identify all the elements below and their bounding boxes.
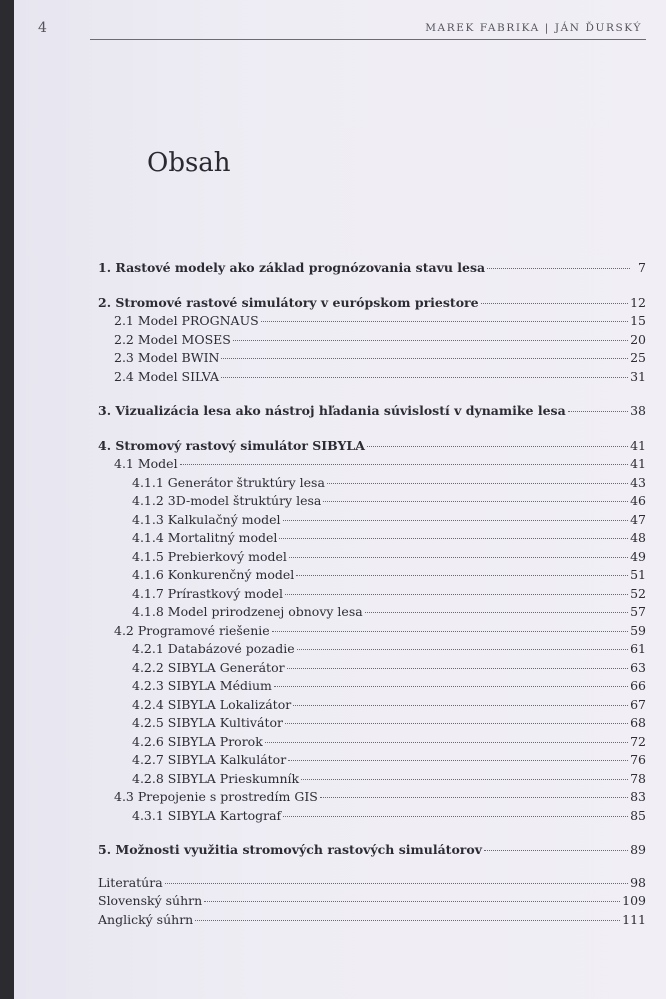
toc-entry-label: 4.2.3 SIBYLA Médium: [132, 678, 272, 693]
toc-dot-leader: [365, 612, 628, 613]
toc-page-number: 15: [630, 313, 646, 328]
toc-entry-label: 4.1 Model: [114, 456, 178, 471]
toc-entry: [98, 332, 646, 351]
toc-entry: [98, 475, 646, 494]
toc-entry-label: 1. Rastové modely ako základ prognózovania stavu lesa: [98, 260, 486, 275]
toc-entry: [98, 912, 646, 931]
toc-entry: [98, 660, 646, 679]
toc-chapter: [98, 295, 646, 314]
toc-dot-leader: [272, 631, 628, 632]
toc-dot-leader: [568, 411, 628, 412]
toc-dot-leader: [296, 575, 628, 576]
toc-entry-label: 4.2.4 SIBYLA Lokalizátor: [132, 696, 292, 712]
toc-page-number: 51: [630, 567, 646, 582]
toc-dot-leader: [288, 760, 628, 761]
toc-entry: [98, 771, 646, 790]
page-title: Obsah: [147, 148, 231, 178]
header-rule: [90, 39, 646, 40]
toc-entry-label: 4.2.1 Databázové pozadie: [132, 641, 295, 656]
toc-entry-label: 4.1.7 Prírastkový model: [132, 585, 284, 601]
toc-page-number: 68: [630, 715, 646, 730]
toc-entry: [98, 789, 646, 808]
toc-page-number: 67: [630, 696, 646, 712]
toc-page-number: 12: [630, 294, 646, 310]
toc-dot-leader: [320, 797, 628, 798]
toc-entry-label: 4.2.5 SIBYLA Kultivátor: [132, 715, 283, 730]
toc-page-number: 111: [622, 911, 646, 927]
toc-dot-leader: [289, 557, 628, 558]
toc-entry-label: 3. Vizualizácia lesa ako nástroj hľadania súvislostí v dynamike lesa: [98, 403, 566, 418]
toc-dot-leader: [180, 464, 629, 465]
toc-dot-leader: [481, 303, 629, 304]
toc-dot-leader: [261, 321, 628, 322]
toc-entry: [98, 586, 646, 605]
toc-entry-label: 4.1.3 Kalkulačný model: [132, 511, 281, 527]
toc-dot-leader: [283, 816, 628, 817]
toc-entry-label: 2.3 Model BWIN: [114, 350, 220, 365]
toc-entry: [98, 567, 646, 586]
toc-entry: [98, 697, 646, 716]
toc-page-number: 72: [630, 733, 646, 749]
toc-page-number: 47: [630, 511, 646, 527]
toc-page-number: 7: [638, 260, 646, 275]
toc-dot-leader: [293, 705, 628, 706]
toc-entry-label: 4.2.6 SIBYLA Prorok: [132, 733, 263, 749]
toc-entry: [98, 530, 646, 549]
toc-page-number: 57: [630, 604, 646, 619]
toc-page-number: 48: [630, 530, 646, 545]
toc-entry: [98, 549, 646, 568]
toc-entry: [98, 808, 646, 827]
toc-entry-label: 4.1.8 Model prirodzenej obnovy lesa: [132, 604, 363, 619]
toc-entry-label: 2.4 Model SILVA: [114, 368, 220, 384]
toc-entry: [98, 893, 646, 912]
toc-dot-leader: [195, 920, 620, 921]
toc-entry-label: Anglický súhrn: [98, 911, 194, 927]
toc-dot-leader: [221, 377, 628, 378]
toc-dot-leader: [165, 883, 628, 884]
toc-entry: [98, 752, 646, 771]
toc-dot-leader: [283, 520, 629, 521]
toc-dot-leader: [301, 779, 628, 780]
toc-chapter: [98, 438, 646, 457]
toc-entry-label: 4. Stromový rastový simulátor SIBYLA: [98, 437, 365, 453]
toc-page-number: 41: [630, 456, 646, 471]
toc-page-number: 83: [630, 789, 646, 804]
toc-page-number: 66: [630, 678, 646, 693]
toc-entry-label: 4.2.7 SIBYLA Kalkulátor: [132, 752, 287, 767]
table-of-contents: [98, 260, 646, 930]
toc-entry-label: 4.1.1 Generátor štruktúry lesa: [132, 474, 325, 490]
toc-page-number: 98: [630, 874, 646, 890]
toc-entry: [98, 604, 646, 623]
toc-entry-label: 4.1.5 Prebierkový model: [132, 548, 287, 564]
toc-page-number: 20: [630, 331, 646, 347]
toc-entry-label: 2.2 Model MOSES: [114, 331, 231, 347]
toc-entry-label: 2.1 Model PROGNAUS: [114, 313, 259, 328]
toc-dot-leader: [285, 723, 628, 724]
running-head: MAREK FABRIKA | JÁN ĎURSKÝ: [425, 22, 642, 34]
toc-dot-leader: [233, 340, 628, 341]
toc-dot-leader: [323, 501, 628, 502]
toc-dot-leader: [484, 850, 628, 851]
toc-dot-leader: [204, 901, 620, 902]
toc-entry-label: 4.1.2 3D-model štruktúry lesa: [132, 493, 322, 508]
toc-entry-label: 4.2 Programové riešenie: [114, 622, 270, 638]
toc-entry-label: 4.1.4 Mortalitný model: [132, 530, 278, 545]
toc-entry: [98, 715, 646, 734]
toc-dot-leader: [274, 686, 628, 687]
toc-chapter: [98, 260, 646, 279]
toc-page-number: 38: [630, 403, 646, 418]
toc-dot-leader: [285, 594, 628, 595]
toc-page-number: 46: [630, 493, 646, 508]
toc-entry-label: 2. Stromové rastové simulátory v európskom priestore: [98, 294, 479, 310]
toc-entry-label: 4.1.6 Konkurenčný model: [132, 567, 295, 582]
toc-dot-leader: [327, 483, 628, 484]
toc-page-number: 31: [630, 368, 646, 384]
toc-entry: [98, 623, 646, 642]
toc-entry-label: Literatúra: [98, 874, 163, 890]
toc-dot-leader: [265, 742, 628, 743]
toc-entry-label: Slovenský súhrn: [98, 893, 203, 908]
toc-dot-leader: [279, 538, 628, 539]
toc-page-number: 89: [630, 842, 646, 857]
book-page: [14, 0, 666, 999]
toc-entry: [98, 456, 646, 475]
toc-entry: [98, 678, 646, 697]
toc-page-number: 85: [630, 807, 646, 823]
toc-page-number: 52: [630, 585, 646, 601]
toc-entry-label: 4.2.2 SIBYLA Generátor: [132, 659, 285, 675]
toc-entry: [98, 313, 646, 332]
toc-entry-label: 4.3.1 SIBYLA Kartograf: [132, 807, 282, 823]
toc-entry-label: 4.2.8 SIBYLA Prieskumník: [132, 770, 300, 786]
toc-entry-label: 4.3 Prepojenie s prostredím GIS: [114, 789, 318, 804]
toc-dot-leader: [297, 649, 628, 650]
toc-entry: [98, 734, 646, 753]
toc-dot-leader: [221, 358, 628, 359]
toc-dot-leader: [367, 446, 628, 447]
toc-chapter: [98, 403, 646, 422]
toc-page-number: 61: [630, 641, 646, 656]
toc-dot-leader: [287, 668, 629, 669]
toc-entry: [98, 875, 646, 894]
toc-page-number: 41: [630, 437, 646, 453]
toc-entry: [98, 369, 646, 388]
page-number: 4: [38, 20, 47, 36]
toc-page-number: 78: [630, 770, 646, 786]
toc-page-number: 49: [630, 548, 646, 564]
toc-page-number: 25: [630, 350, 646, 365]
toc-page-number: 63: [630, 659, 646, 675]
toc-entry: [98, 493, 646, 512]
toc-entry: [98, 641, 646, 660]
toc-dot-leader: [487, 268, 630, 269]
toc-chapter: [98, 842, 646, 861]
toc-entry: [98, 512, 646, 531]
toc-page-number: 109: [622, 893, 646, 908]
toc-page-number: 43: [630, 474, 646, 490]
toc-page-number: 59: [630, 622, 646, 638]
toc-entry-label: 5. Možnosti využitia stromových rastových simulátorov: [98, 842, 482, 857]
toc-entry: [98, 350, 646, 369]
toc-page-number: 76: [630, 752, 646, 767]
